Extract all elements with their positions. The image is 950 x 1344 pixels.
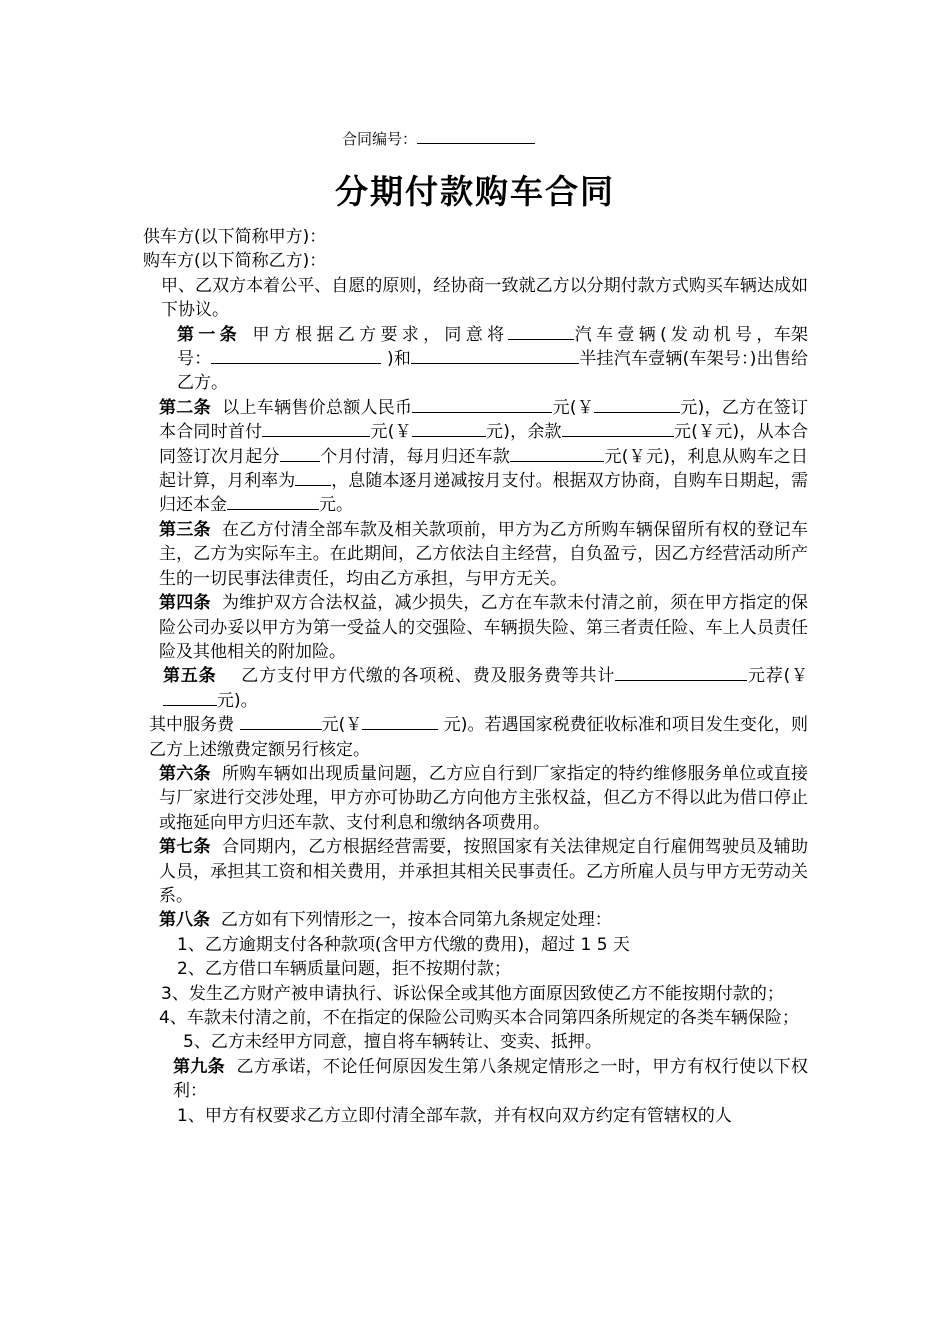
article-4-heading: 第四条 bbox=[159, 593, 211, 614]
list-item: 1、甲方有权要求乙方立即付清全部车款，并有权向双方约定有管辖权的人 bbox=[177, 1105, 732, 1126]
article-9: 第九条 乙方承诺，不论任何原因发生第八条规定情形之一时，甲方有权行使以下权利： bbox=[173, 1056, 809, 1102]
list-item: 3、发生乙方财产被申请执行、诉讼保全或其他方面原因致使乙方不能按期付款的； bbox=[161, 983, 784, 1004]
buyer-line: 购车方(以下简称乙方)： bbox=[143, 251, 327, 272]
article-4: 第四条 为维护双方合法权益，减少损失，乙方在车款未付清之前，须在甲方指定的保险公司办妥以甲方为第一受益人的交强险、车辆损失险、第三者责任险、车上人员责任险及其他相关的附加险。 bbox=[159, 593, 809, 662]
article-5-service-fee: 其中服务费 元(￥ 元)。若遇国家税费征收标准和项目发生变化，则乙方上述缴费定额另行核定。 bbox=[149, 715, 809, 760]
contract-body bbox=[143, 225, 808, 1128]
article-1-heading: 第一条 bbox=[177, 324, 241, 345]
list-item: 4、车款未付清之前，不在指定的保险公司购买本合同第四条所规定的各类车辆保险； bbox=[159, 1008, 799, 1028]
article-8-heading: 第八条 bbox=[159, 910, 210, 931]
article-2-heading: 第二条 bbox=[159, 397, 211, 418]
preamble: 甲、乙双方本着公平、自愿的原则，经协商一致就乙方以分期付款方式购买车辆达成如下协议。 bbox=[161, 275, 808, 321]
article-6: 第六条 所购车辆如出现质量问题，乙方应自行到厂家指定的特约维修服务单位或直接与厂家进行交涉处理，甲方亦可协助乙方向他方主张权益，但乙方不得以此为借口停止或拖延向甲方归还车款、支付利息和缴纳各项费用。 bbox=[159, 763, 809, 833]
list-item: 1、乙方逾期支付各种款项(含甲方代缴的费用)，超过 1 5 天 bbox=[177, 934, 630, 955]
page-title: 分期付款购车合同 bbox=[335, 172, 615, 211]
article-8: 第八条 乙方如有下列情形之一，按本合同第九条规定处理： bbox=[159, 910, 612, 931]
article-3-heading: 第三条 bbox=[159, 519, 211, 540]
article-9-heading: 第九条 bbox=[173, 1056, 225, 1077]
article-5-heading: 第五条 bbox=[163, 666, 217, 687]
seller-line: 供车方(以下简称甲方)： bbox=[143, 227, 327, 247]
contract-number bbox=[342, 128, 535, 149]
article-5: 第五条 乙方支付甲方代缴的各项税、费及服务费等共计 元荐(￥元)。 bbox=[163, 666, 809, 711]
article-6-heading: 第六条 bbox=[159, 763, 211, 784]
article-1: 第一条 甲方根据乙方要求，同意将 汽车壹辆(发动机号，车架号： )和 半挂汽车壹辆(车架号：)出售给乙方。 bbox=[177, 324, 809, 394]
contract-number-blank bbox=[417, 128, 535, 144]
list-item: 5、乙方未经甲方同意，擅自将车辆转让、变卖、抵押。 bbox=[183, 1032, 602, 1053]
contract-number-label: 合同编号： bbox=[342, 130, 418, 148]
article-3: 第三条 在乙方付清全部车款及相关款项前，甲方为乙方所购车辆保留所有权的登记车主，乙方为实际车主。在此期间，乙方依法自主经营，自负盈亏，因乙方经营活动所产生的一切民事法律责任，均由乙方承担，与甲方无关。 bbox=[159, 519, 809, 589]
article-7-heading: 第七条 bbox=[159, 837, 211, 858]
article-2: 第二条 以上车辆售价总额人民币 元(￥ 元)，乙方在签订本合同时首付 元(￥ 元)，余款 元(￥元)，从本合同签订次月起分 个月付清，每月归还车款 元(￥元)，利息从购车之日起计算，月利率为 ，息随本逐月递减按月支付。根据双方协商，自购车日期起，需归还本金 元。 bbox=[159, 397, 809, 516]
article-7: 第七条 合同期内，乙方根据经营需要，按照国家有关法律规定自行雇佣驾驶员及辅助人员，承担其工资和相关费用，并承担其相关民事责任。乙方所雇人员与甲方无劳动关系。 bbox=[159, 837, 809, 906]
list-item: 2、乙方借口车辆质量问题，拒不按期付款； bbox=[177, 959, 511, 980]
